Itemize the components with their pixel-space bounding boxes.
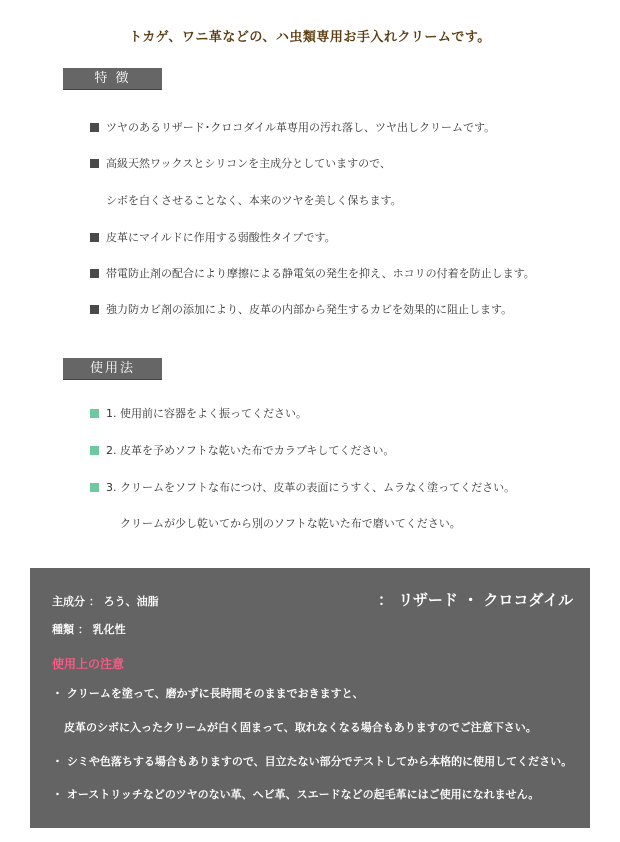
usage-item: 1. 使用前に容器をよく振ってください。 xyxy=(90,407,307,421)
square-bullet-icon xyxy=(90,269,99,278)
caution-title: 使用上の注意 xyxy=(52,657,125,671)
square-bullet-icon xyxy=(90,159,99,168)
usage-item: 3. クリームをソフトな布につけ、皮革の表面にうすく、ムラなく塗ってください。 xyxy=(90,481,515,495)
square-bullet-icon xyxy=(90,446,99,455)
caution-item: ・ クリームを塗って、磨かずに長時間そのままでおきますと、 xyxy=(52,687,364,700)
square-bullet-icon xyxy=(90,233,99,242)
usage-item-continuation: クリームが少し乾いてから別のソフトな乾いた布で磨いてください。 xyxy=(120,517,461,530)
features-tag: 特 徴 xyxy=(63,68,162,89)
square-bullet-icon xyxy=(90,409,99,418)
square-bullet-icon xyxy=(90,305,99,314)
product-info-box xyxy=(30,568,590,828)
ingredients-text: 主成分 ： ろう、油脂 xyxy=(52,595,159,608)
caution-item: ・ オーストリッチなどのツヤのない革、ヘビ革、スエードなどの起毛革にはご使用になれません。 xyxy=(52,788,540,801)
square-bullet-icon xyxy=(90,123,99,132)
feature-item: 強力防カビ剤の添加により、皮革の内部から発生するカビを効果的に阻止します。 xyxy=(90,303,512,317)
caution-item: ・ シミや色落ちする場合もありますので、目立たない部分でテストしてから本格的に使用してください。 xyxy=(52,755,573,768)
usage-tag: 使用法 xyxy=(63,358,162,379)
usage-item: 2. 皮革を予めソフトな乾いた布でカラブキしてください。 xyxy=(90,444,394,458)
feature-item-continuation: シボを白くさせることなく、本来のツヤを美しく保ちます。 xyxy=(106,194,402,207)
feature-item: 高級天然ワックスとシリコンを主成分としていますので、 xyxy=(90,157,391,171)
feature-item: ツヤのあるリザード･クロコダイル革専用の汚れ落し、ツヤ出しクリームです。 xyxy=(90,121,495,135)
type-text: 種類 ： 乳化性 xyxy=(52,623,126,636)
feature-item: 皮革にマイルドに作用する弱酸性タイプです。 xyxy=(90,231,336,245)
feature-item: 帯電防止剤の配合により摩擦による静電気の発生を抑え、ホコリの付着を防止します。 xyxy=(90,267,535,281)
caution-item-continuation: 皮革のシボに入ったクリームが白く固まって、取れなくなる場合もありますのでご注意下さい。 xyxy=(64,721,537,734)
target-leather-text: ： リザード ・ クロコダイル xyxy=(378,591,574,609)
page-headline: トカゲ、ワニ革などの、ハ虫類専用お手入れクリームです。 xyxy=(129,30,491,45)
square-bullet-icon xyxy=(90,483,99,492)
